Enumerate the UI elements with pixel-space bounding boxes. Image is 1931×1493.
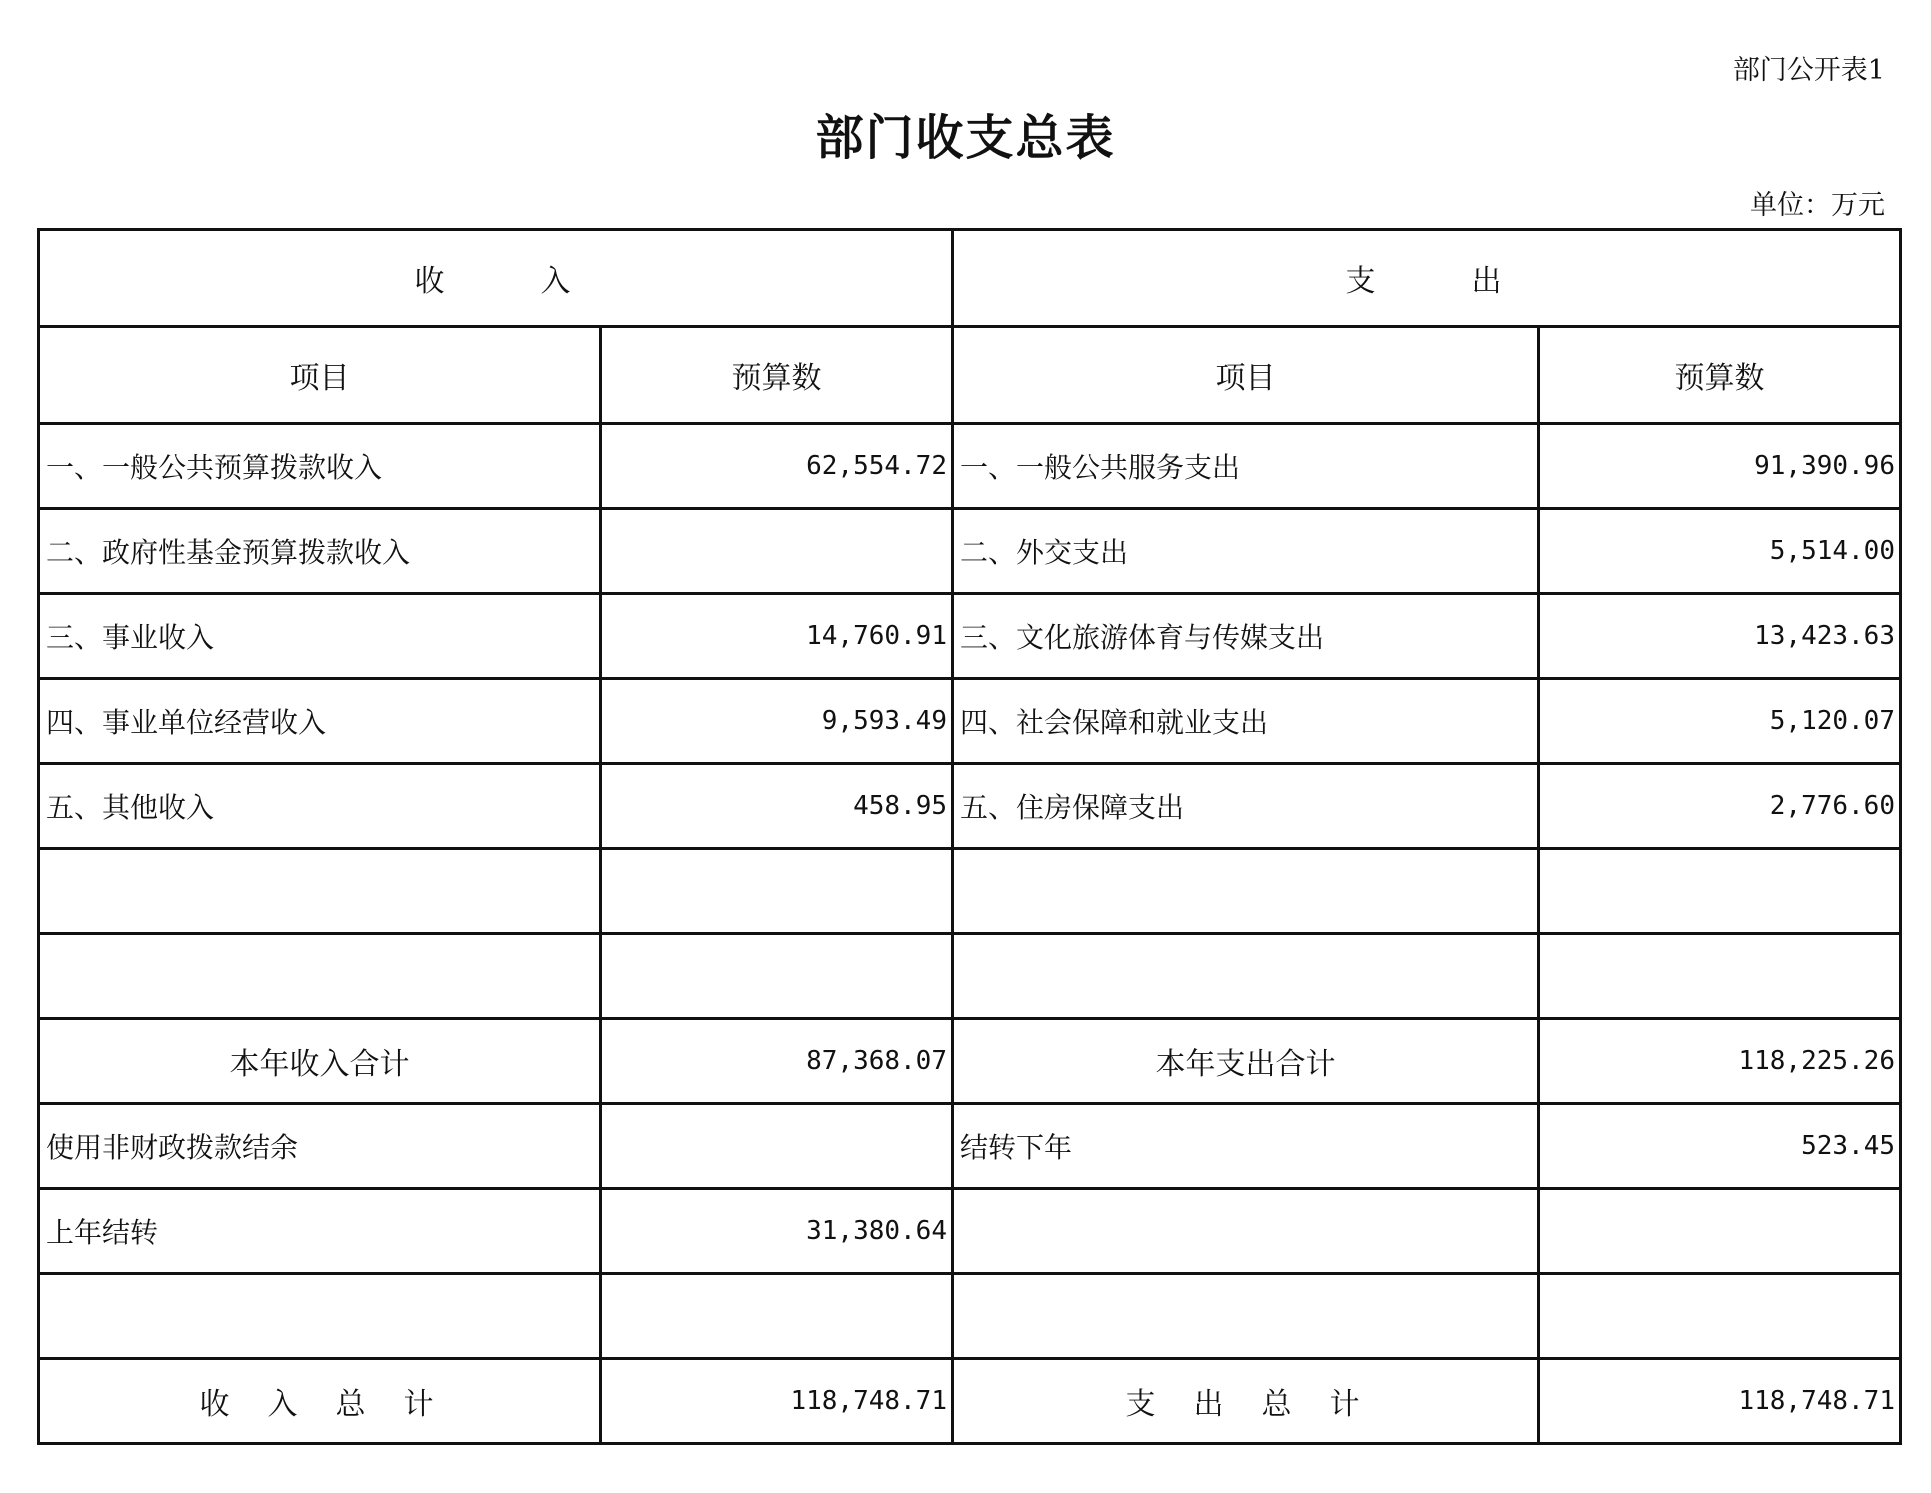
section-header-row: [39, 230, 1901, 327]
expense-item-cell: 结转下年: [953, 1104, 1539, 1189]
income-subtotal-label: 本年收入合计: [39, 1019, 601, 1104]
table-row: [39, 764, 1901, 849]
income-section-header: 收入: [39, 230, 953, 327]
income-item-cell: [39, 1274, 601, 1359]
table-row: [39, 934, 1901, 1019]
expense-value-cell: 5,120.07: [1539, 679, 1901, 764]
table-row: [39, 509, 1901, 594]
expense-value-cell: [1539, 934, 1901, 1019]
subtotal-row: [39, 1019, 1901, 1104]
grand-total-row: [39, 1359, 1901, 1444]
income-item-cell: 四、事业单位经营收入: [39, 679, 601, 764]
income-value-cell: 62,554.72: [601, 424, 953, 509]
table-row: [39, 594, 1901, 679]
income-value-cell: [601, 1274, 953, 1359]
income-value-cell: 458.95: [601, 764, 953, 849]
table-row: [39, 1189, 1901, 1274]
expense-item-cell: [953, 1189, 1539, 1274]
expense-value-cell: 5,514.00: [1539, 509, 1901, 594]
income-value-cell: [601, 509, 953, 594]
expense-value-cell: 523.45: [1539, 1104, 1901, 1189]
income-budget-column-header: 预算数: [601, 327, 953, 424]
table-row: [39, 1104, 1901, 1189]
expense-item-cell: 四、社会保障和就业支出: [953, 679, 1539, 764]
expense-item-cell: 三、文化旅游体育与传媒支出: [953, 594, 1539, 679]
expense-item-cell: [953, 1274, 1539, 1359]
income-value-cell: [601, 934, 953, 1019]
expense-item-cell: 五、住房保障支出: [953, 764, 1539, 849]
expense-subtotal-value: 118,225.26: [1539, 1019, 1901, 1104]
income-value-cell: [601, 1104, 953, 1189]
expense-value-cell: 13,423.63: [1539, 594, 1901, 679]
expense-value-cell: [1539, 849, 1901, 934]
income-value-cell: [601, 849, 953, 934]
expense-total-label: 支出总计: [953, 1359, 1539, 1444]
expense-subtotal-label: 本年支出合计: [953, 1019, 1539, 1104]
table-row: [39, 1274, 1901, 1359]
column-header-row: [39, 327, 1901, 424]
page-title: 部门收支总表: [815, 110, 1116, 166]
expense-value-cell: 91,390.96: [1539, 424, 1901, 509]
budget-table: [37, 228, 1902, 1445]
expense-section-header: 支出: [953, 230, 1901, 327]
income-value-cell: 9,593.49: [601, 679, 953, 764]
income-item-cell: 一、一般公共预算拨款收入: [39, 424, 601, 509]
unit-label: 单位：万元: [1750, 190, 1885, 221]
form-number: 部门公开表1: [1732, 55, 1885, 86]
income-subtotal-value: 87,368.07: [601, 1019, 953, 1104]
expense-value-cell: [1539, 1189, 1901, 1274]
income-item-cell: 上年结转: [39, 1189, 601, 1274]
expense-item-cell: 一、一般公共服务支出: [953, 424, 1539, 509]
expense-item-cell: [953, 849, 1539, 934]
expense-total-value: 118,748.71: [1539, 1359, 1901, 1444]
expense-item-column-header: 项目: [953, 327, 1539, 424]
expense-value-cell: 2,776.60: [1539, 764, 1901, 849]
income-total-label: 收入总计: [39, 1359, 601, 1444]
income-value-cell: 14,760.91: [601, 594, 953, 679]
income-item-cell: 二、政府性基金预算拨款收入: [39, 509, 601, 594]
income-item-cell: 使用非财政拨款结余: [39, 1104, 601, 1189]
income-total-value: 118,748.71: [601, 1359, 953, 1444]
income-item-cell: 五、其他收入: [39, 764, 601, 849]
expense-item-cell: 二、外交支出: [953, 509, 1539, 594]
income-value-cell: 31,380.64: [601, 1189, 953, 1274]
income-item-cell: [39, 934, 601, 1019]
expense-budget-column-header: 预算数: [1539, 327, 1901, 424]
income-item-column-header: 项目: [39, 327, 601, 424]
income-item-cell: [39, 849, 601, 934]
expense-item-cell: [953, 934, 1539, 1019]
expense-value-cell: [1539, 1274, 1901, 1359]
income-item-cell: 三、事业收入: [39, 594, 601, 679]
table-row: [39, 679, 1901, 764]
table-row: [39, 849, 1901, 934]
table-row: [39, 424, 1901, 509]
